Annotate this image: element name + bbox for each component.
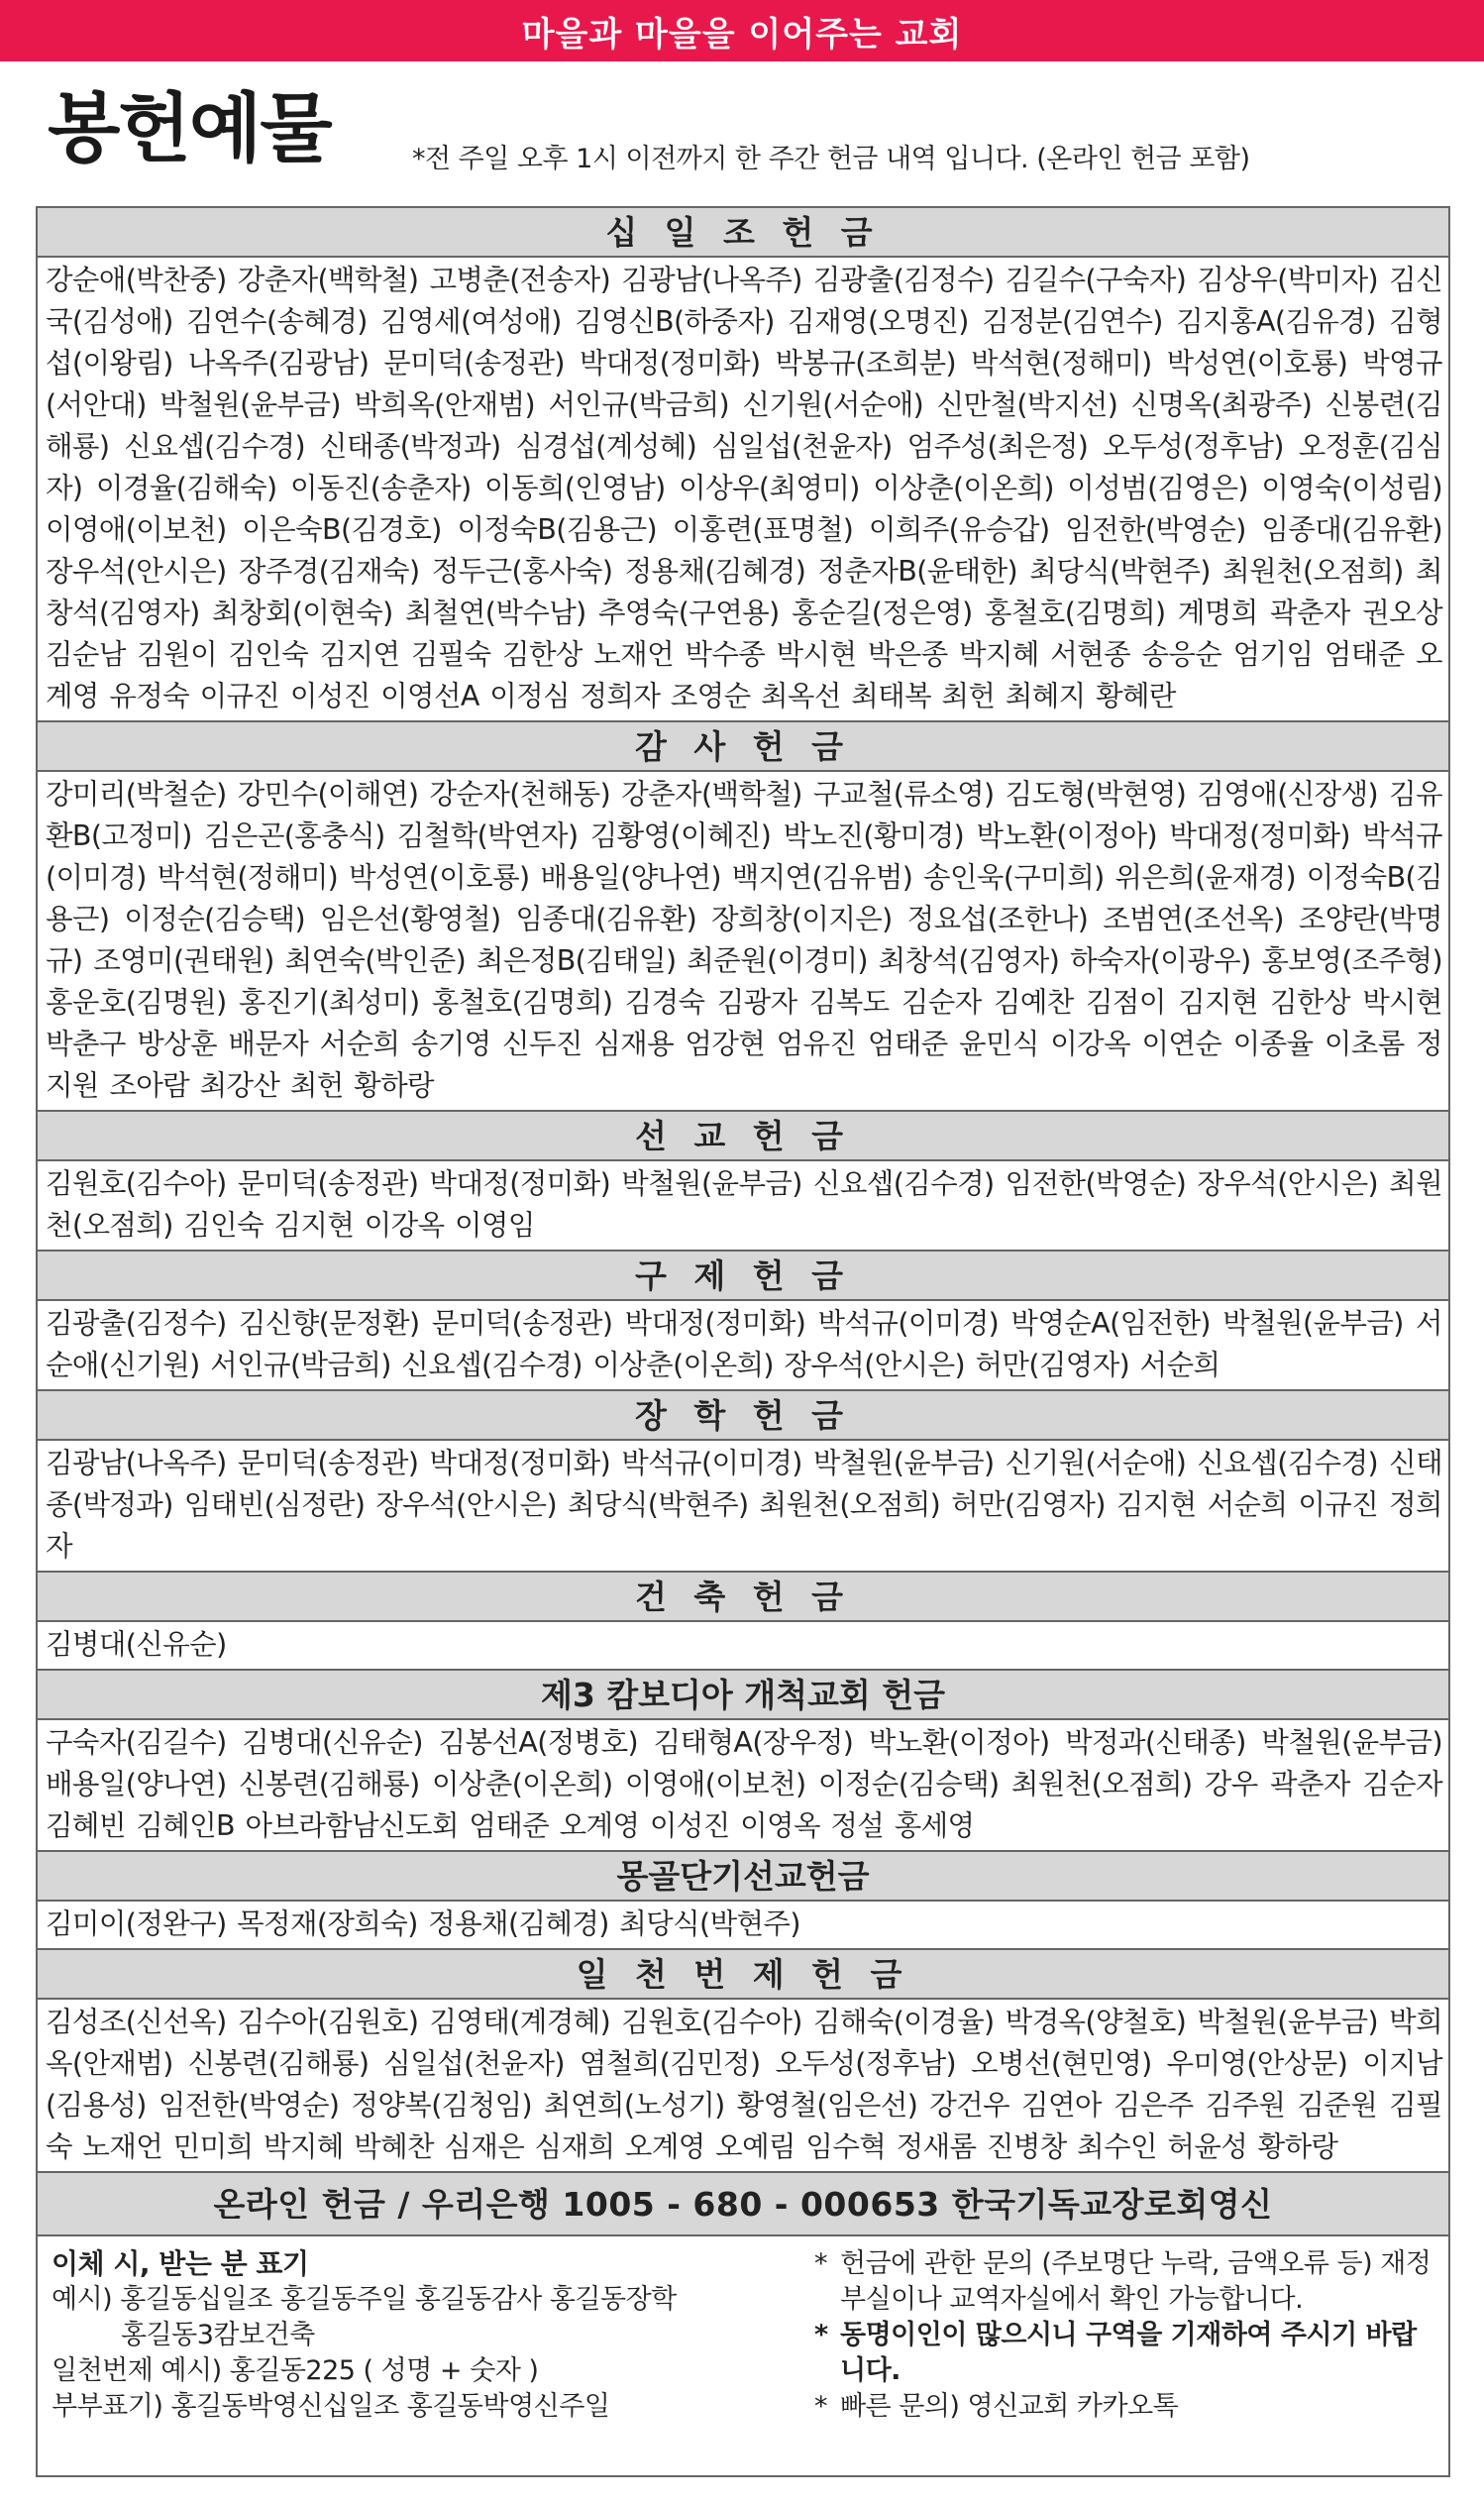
section-title: 일 천 번 제 헌 금 bbox=[38, 1950, 1448, 2000]
transfer-guide bbox=[52, 2246, 775, 2454]
donor-names: 김병대(신유순) bbox=[46, 1628, 227, 1661]
asterisk-mark: * bbox=[814, 2320, 828, 2350]
inquiry-note-text: 동명이인이 많으시니 구역을 기재하여 주시기 바랍니다. bbox=[840, 2320, 1417, 2386]
offering-list-frame bbox=[36, 206, 1450, 2477]
section-title: 장 학 헌 금 bbox=[38, 1391, 1448, 1441]
header-note: *전 주일 오후 1시 이전까지 한 주간 헌금 내역 입니다. (온라인 헌금 포함) bbox=[412, 144, 1250, 174]
section-title: 건 축 헌 금 bbox=[38, 1573, 1448, 1622]
footer-info bbox=[38, 2236, 1448, 2454]
transfer-example-line: 예시) 홍길동십일조 홍길동주일 홍길동감사 홍길동장학 bbox=[52, 2284, 677, 2315]
asterisk-mark: * bbox=[814, 2248, 827, 2279]
offering-section bbox=[38, 1252, 1448, 1391]
offering-section bbox=[38, 1852, 1448, 1950]
section-title: 구 제 헌 금 bbox=[38, 1252, 1448, 1301]
transfer-guide-label: 이체 시, 받는 분 표기 bbox=[52, 2247, 309, 2280]
offering-section bbox=[38, 1573, 1448, 1671]
section-title: 선 교 헌 금 bbox=[38, 1112, 1448, 1161]
inquiry-note-item bbox=[814, 2389, 1438, 2425]
offering-section bbox=[38, 722, 1448, 1112]
inquiry-note-text: 헌금에 관한 문의 (주보명단 누락, 금액오류 등) 재정부실이나 교역자실에서 확인 가능합니다. bbox=[840, 2248, 1431, 2315]
donor-names: 김원호(김수아) 문미덕(송정관) 박대정(정미화) 박철원(윤부금) 신요셉(김수경) 임전한(박영순) 장우석(안시은) 최원천(오점희) 김인숙 김지현 이강옥 이영임 bbox=[46, 1167, 1442, 1242]
inquiry-note-item bbox=[814, 2246, 1438, 2318]
donor-names: 강순애(박찬중) 강춘자(백학철) 고병춘(전송자) 김광남(나옥주) 김광출(김정수) 김길수(구숙자) 김상우(박미자) 김신국(김성애) 김연수(송혜경) 김영세(여성애) 김영신B(하중자) 김재영(오명진) 김정분(김연수) 김지홍A(김유경) 김형섭(이왕림) 나옥주(김광남) 문미덕(송정관) 박대정(정미화) 박봉규(조희분) 박석현(정해미) 박성연(이호룡) 박영규(서안대) 박철원(윤부금) 박희옥(안재범) 서인규(박금희) 신기원(서순애) 신만철(박지선) 신명옥(최광주) 신봉련(김해룡) 신요셉(김수경) 신태종(박정과) 심경섭(계성혜) 심일섭(천윤자) 엄주성(최은정) 오두성(정후남) 오정훈(김심자) 이경율(김해숙) 이동진(송춘자) 이동희(인영남) 이상우(최영미) 이상춘(이온희) 이성범(김영은) 이영숙(이성림) 이영애(이보천) 이은숙B(김경호) 이정숙B(김용근) 이홍련(표명철) 이희주(유승갑) 임전한(박영순) 임종대(김유환) 장우석(안시은) 장주경(김재숙) 정두근(홍사숙) 정용채(김혜경) 정춘자B(윤태한) 최당식(박현주) 최원천(오점희) 최창석(김영자) 최창회(이현숙) 최철연(박수남) 추영숙(구연용) 홍순길(정은영) 홍철호(김명희) 계명희 곽춘자 권오상 김순남 김원이 김인숙 김지연 김필숙 김한상 노재언 박수종 박시현 박은종 박지혜 서현종 송응순 엄기임 엄태준 오계영 유정숙 이규진 이성진 이영선A 이정심 정희자 조영순 최옥선 최태복 최헌 최혜지 황혜란 bbox=[46, 264, 1442, 712]
donor-names: 김미이(정완구) 목정재(장희숙) 정용채(김혜경) 최당식(박현주) bbox=[46, 1907, 800, 1940]
transfer-example-line: 홍길동3캄보건축 bbox=[121, 2320, 315, 2350]
transfer-example-line: 일천번제 예시) 홍길동225 ( 성명 + 숫자 ) bbox=[52, 2355, 539, 2386]
section-title: 감 사 헌 금 bbox=[38, 722, 1448, 772]
offering-section bbox=[38, 1391, 1448, 1573]
section-title: 십 일 조 헌 금 bbox=[38, 208, 1448, 258]
offering-section bbox=[38, 1950, 1448, 2173]
donor-names: 강미리(박철순) 강민수(이해연) 강순자(천해동) 강춘자(백학철) 구교철(류소영) 김도형(박현영) 김영애(신장생) 김유환B(고정미) 김은곤(홍충식) 김철학(박연자) 김황영(이혜진) 박노진(황미경) 박노환(이정아) 박대정(정미화) 박석규(이미경) 박석현(정해미) 박성연(이호룡) 배용일(양나연) 백지연(김유범) 송인욱(구미희) 위은희(윤재경) 이정숙B(김용근) 이정순(김승택) 임은선(황영철) 임종대(김유환) 장희창(이지은) 정요섭(조한나) 조범연(조선옥) 조양란(박명규) 조영미(권태원) 최연숙(박인준) 최은정B(김태일) 최준원(이경미) 최창석(김영자) 하숙자(이광우) 홍보영(조주형) 홍운호(김명원) 홍진기(최성미) 홍철호(김명희) 김경숙 김광자 김복도 김순자 김예찬 김점이 김지현 김한상 박시현 박춘구 방상훈 배문자 서순희 송기영 신두진 심재용 엄강현 엄유진 엄태준 윤민식 이강옥 이연순 이종율 이초롬 정지원 조아람 최강산 최헌 황하랑 bbox=[46, 778, 1442, 1102]
offering-section bbox=[38, 1671, 1448, 1852]
top-banner: 마을과 마을을 이어주는 교회 bbox=[0, 0, 1484, 61]
asterisk-mark: * bbox=[814, 2391, 827, 2422]
offering-section bbox=[38, 208, 1448, 722]
section-title: 몽골단기선교헌금 bbox=[38, 1852, 1448, 1902]
inquiry-notes bbox=[775, 2246, 1438, 2454]
donor-names: 김광남(나옥주) 문미덕(송정관) 박대정(정미화) 박석규(이미경) 박철원(윤부금) 신기원(서순애) 신요셉(김수경) 신태종(박정과) 임태빈(심정란) 장우석(안시은) 최당식(박현주) 최원천(오점희) 허만(김영자) 김지현 서순희 이규진 정희자 bbox=[46, 1447, 1442, 1563]
donor-names: 구숙자(김길수) 김병대(신유순) 김봉선A(정병호) 김태형A(장우정) 박노환(이정아) 박정과(신태종) 박철원(윤부금) 배용일(양나연) 신봉련(김해룡) 이상춘(이온희) 이영애(이보천) 이정순(김승택) 최원천(오점희) 강우 곽춘자 김순자 김혜빈 김혜인B 아브라함남신도회 엄태준 오계영 이성진 이영옥 정설 홍세영 bbox=[46, 1726, 1442, 1842]
offering-sections bbox=[38, 208, 1448, 2173]
donor-names: 김광출(김정수) 김신향(문정환) 문미덕(송정관) 박대정(정미화) 박석규(이미경) 박영순A(임전한) 박철원(윤부금) 서순애(신기원) 서인규(박금희) 신요셉(김수경) 이상춘(이온희) 장우석(안시은) 허만(김영자) 서순희 bbox=[46, 1307, 1442, 1381]
transfer-example-line: 부부표기) 홍길동박영신십일조 홍길동박영신주일 bbox=[52, 2391, 610, 2422]
offering-section bbox=[38, 1112, 1448, 1252]
online-offering-account: 온라인 헌금 / 우리은행 1005 - 680 - 000653 한국기독교장로회영신 bbox=[38, 2173, 1448, 2236]
page-title: 봉헌예물 bbox=[48, 84, 331, 172]
donor-names: 김성조(신선옥) 김수아(김원호) 김영태(계경혜) 김원호(김수아) 김해숙(이경율) 박경옥(양철호) 박철원(윤부금) 박희옥(안재범) 신봉련(김해룡) 심일섭(천윤자) 염철희(김민정) 오두성(정후남) 오병선(현민영) 우미영(안상문) 이지남(김용성) 임전한(박영순) 정양복(김청임) 최연희(노성기) 황영철(임은선) 강건우 김연아 김은주 김주원 김준원 김필숙 노재언 민미희 박지혜 박혜찬 심재은 심재희 오계영 오예림 임수혁 정새롬 진병창 최수인 허윤성 황하랑 bbox=[46, 2006, 1442, 2163]
section-title: 제3 캄보디아 개척교회 헌금 bbox=[38, 1671, 1448, 1720]
inquiry-note-text: 빠른 문의) 영신교회 카카오톡 bbox=[840, 2391, 1179, 2422]
inquiry-note-item bbox=[814, 2318, 1438, 2389]
